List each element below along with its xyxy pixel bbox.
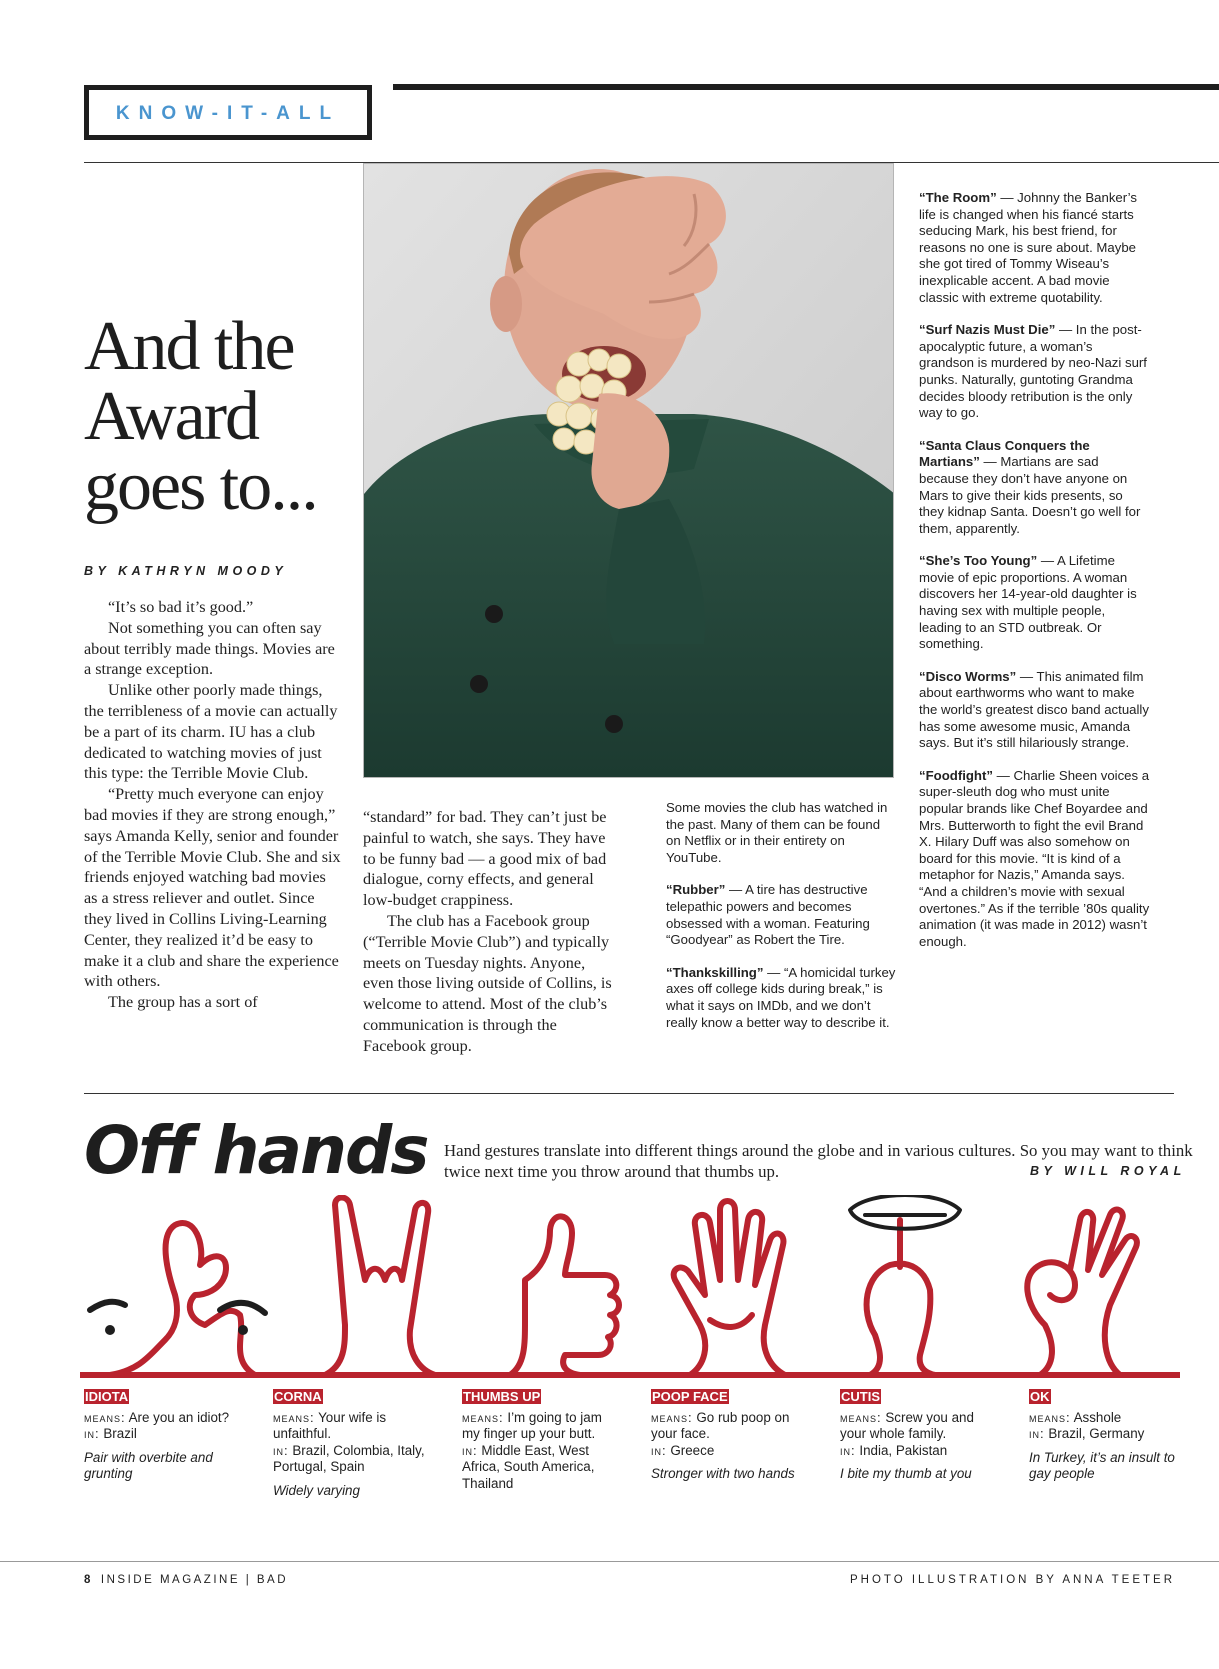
movie-description: — In the post-apocalyptic future, a woman’s grandson is murdered by neo-Nazi surf punks. Naturally, guntoting Grandma decides bloody retribution is the only way to go. (919, 322, 1147, 421)
movie-description: — Charlie Sheen voices a super-sleuth dog who must unite popular brands like Chef Boyardee and Mrs. Butterworth to fight the evil Brand X. Hilary Duff was also somehow on board for this movie. “It is kind of a metaphor for Nazis,” Amanda says. “And a children’s movie with sexual overtones.” As if the terrible ’80s quality animation (it was made in 2012) wasn’t enough. (919, 767, 1150, 949)
headline-line-2: Award (84, 378, 259, 455)
header-bar (393, 84, 1219, 90)
gesture-means: means: Asshole (1029, 1410, 1122, 1425)
section-label: KNOW-IT-ALL (115, 103, 341, 124)
gesture-thumbs-up (462, 1389, 622, 1492)
article-paragraph: The club has a Facebook group (“Terrible Movie Club”) and typically meets on Tuesday nights. Anyone, even those living outside of Collins, is welcome to attend. Most of the club’s communication is through the Facebook group. (363, 911, 612, 1055)
movie-title: “She’s Too Young” (919, 553, 1038, 569)
section-label-box (84, 85, 372, 140)
gesture-means: means: Are you an idiot? (84, 1410, 230, 1425)
movie-description: — “A homicidal turkey axes off college kids during break,” is what it says on IMDb, and we don’t really know a better way to describe it. (666, 964, 896, 1030)
gesture-note: In Turkey, it’s an insult to gay people (1029, 1449, 1175, 1482)
gesture-in: in: Middle East, West Africa, South America, Thailand (462, 1442, 595, 1491)
movie-description: — A Lifetime movie of epic proportions. A woman discovers her 14-year-old daughter is having sex with multiple people, leading to an STD outbreak. Or something. (919, 553, 1137, 652)
gesture-name: POOP FACE (652, 1389, 728, 1404)
gesture-name: CORNA (274, 1389, 322, 1404)
movie-entry (919, 190, 1151, 306)
gesture-poop-face (651, 1389, 811, 1483)
gesture-corna (273, 1389, 433, 1499)
gesture-means: means: I’m going to jam my finger up your butt. (462, 1410, 602, 1442)
sidebar-column-3 (666, 800, 896, 1047)
gesture-in: in: Brazil, Colombia, Italy, Portugal, Spain (273, 1442, 425, 1475)
movie-title: “Santa Claus Conquers the Martians” (919, 437, 1090, 470)
article-column-2 (363, 807, 619, 1057)
gesture-cutis (840, 1389, 1000, 1483)
cutis-hand-icon (867, 1264, 935, 1375)
gesture-means: means: Go rub poop on your face. (651, 1410, 790, 1442)
movie-entry (919, 438, 1151, 538)
idiota-hand-icon (110, 1223, 255, 1375)
article-paragraph: The group has a sort of (108, 993, 258, 1012)
gesture-in: in: Greece (651, 1442, 715, 1458)
article-byline: BY KATHRYN MOODY (84, 564, 288, 578)
gesture-idiota (84, 1389, 244, 1483)
movie-title: “Disco Worms” (919, 668, 1017, 684)
movie-title: “Thankskilling” (666, 964, 764, 980)
footer-folio (84, 1574, 288, 1586)
movie-entry (666, 965, 896, 1031)
gesture-means: means: Your wife is unfaithful. (273, 1410, 387, 1442)
gesture-note: Pair with overbite and grunting (84, 1449, 213, 1482)
gesture-note: I bite my thumb at you (840, 1466, 972, 1482)
corna-hand-icon (325, 1198, 435, 1376)
off-hands-byline: BY WILL ROYAL (1030, 1164, 1186, 1178)
footer-rule (0, 1561, 1219, 1562)
sidebar-column-4 (919, 190, 1151, 966)
movie-title: “Surf Nazis Must Die” (919, 322, 1056, 338)
movie-entry (919, 553, 1151, 653)
hand-gestures-illustration (80, 1195, 1180, 1380)
movie-entry (919, 322, 1151, 422)
gesture-note: Widely varying (273, 1482, 360, 1498)
footer-publication: INSIDE MAGAZINE | BAD (100, 1574, 289, 1586)
movie-description: — A tire has destructive telepathic powers and becomes obsessed with a woman. Featuring “Goodyear” as Robert the Tire. (666, 882, 870, 948)
article-paragraph: “It’s so bad it’s good.” (108, 598, 254, 616)
feature-photo (363, 163, 894, 778)
gesture-means: means: Screw you and your whole family. (840, 1410, 974, 1442)
article-column-1 (84, 597, 341, 1013)
gesture-name: THUMBS UP (463, 1389, 541, 1404)
gesture-in: in: India, Pakistan (840, 1442, 948, 1458)
gesture-name: IDIOTA (85, 1389, 129, 1404)
article-paragraph: “standard” for bad. They can’t just be painful to watch, she says. They have to be funny bad — a good mix of bad dialogue, corny effects, and general low-budget crappiness. (363, 808, 607, 910)
gesture-in: in: Brazil (84, 1426, 137, 1442)
movie-entry (666, 882, 896, 948)
article-headline (84, 308, 354, 525)
movie-description: — Johnny the Banker’s life is changed when his fiancé starts seducing Mark, his best friend, for reasons no one is sure about. Maybe she got tired of Tommy Wiseau’s inexplicable accent. A bad movie classic with extreme quotability. (919, 190, 1137, 305)
page-number: 8 (84, 1574, 93, 1586)
movie-description: — Martians are sad because they don’t have anyone on Mars to give their kids presents, so they kidnap Santa. Doesn’t go well for them, apparently. (919, 454, 1141, 536)
movie-entry (919, 669, 1151, 752)
article-paragraph: Not something you can often say about terribly made things. Movies are a strange exception. (84, 618, 335, 679)
movie-title: “Rubber” (666, 882, 726, 898)
poop-face-hand-icon (674, 1201, 785, 1375)
article-paragraph: “Pretty much everyone can enjoy bad movies if they are strong enough,” says Amanda Kelly, senior and founder of the Terrible Movie Club. She and six friends enjoyed watching bad movies as a stress reliever and outlet. Since they lived in Collins Living-Learning Center, they realized it’d be easy to make it a club and share the experience with others. (84, 785, 341, 991)
headline-line-3: goes to... (84, 448, 317, 525)
gesture-note: Stronger with two hands (651, 1466, 795, 1482)
movie-description: — This animated film about earthworms who want to make the world’s greatest disco band actually has some awesome music, Amanda says. But it’s still hilariously strange. (919, 668, 1149, 751)
photo-credit: PHOTO ILLUSTRATION BY ANNA TEETER (849, 1574, 1175, 1586)
article-paragraph: Unlike other poorly made things, the terribleness of a movie can actually be a part of its charm. IU has a club dedicated to watching movies of just this type: the Terrible Movie Club. (84, 681, 338, 783)
gesture-in: in: Brazil, Germany (1029, 1426, 1145, 1442)
gesture-ok (1029, 1389, 1189, 1483)
movie-entry (919, 768, 1151, 951)
movie-title: “The Room” (919, 190, 997, 205)
gesture-name: OK (1030, 1389, 1050, 1404)
man-covering-face-illustration (364, 164, 894, 778)
thumbs-up-hand-icon (510, 1216, 619, 1375)
headline-line-1: And the (84, 308, 294, 385)
ok-hand-icon (1027, 1210, 1137, 1375)
gesture-name: CUTIS (841, 1389, 880, 1404)
off-hands-title: Off hands (84, 1112, 428, 1189)
off-hands-description: Hand gestures translate into different things around the globe and in various cultures. So you may want to think twice next time you throw around that thumbs up. (444, 1141, 1193, 1181)
sidebar-intro: Some movies the club has watched in the past. Many of them can be found on Netflix or in their entirety on YouTube. (666, 800, 888, 865)
movie-title: “Foodfight” (919, 767, 993, 783)
section-divider (84, 1093, 1174, 1094)
